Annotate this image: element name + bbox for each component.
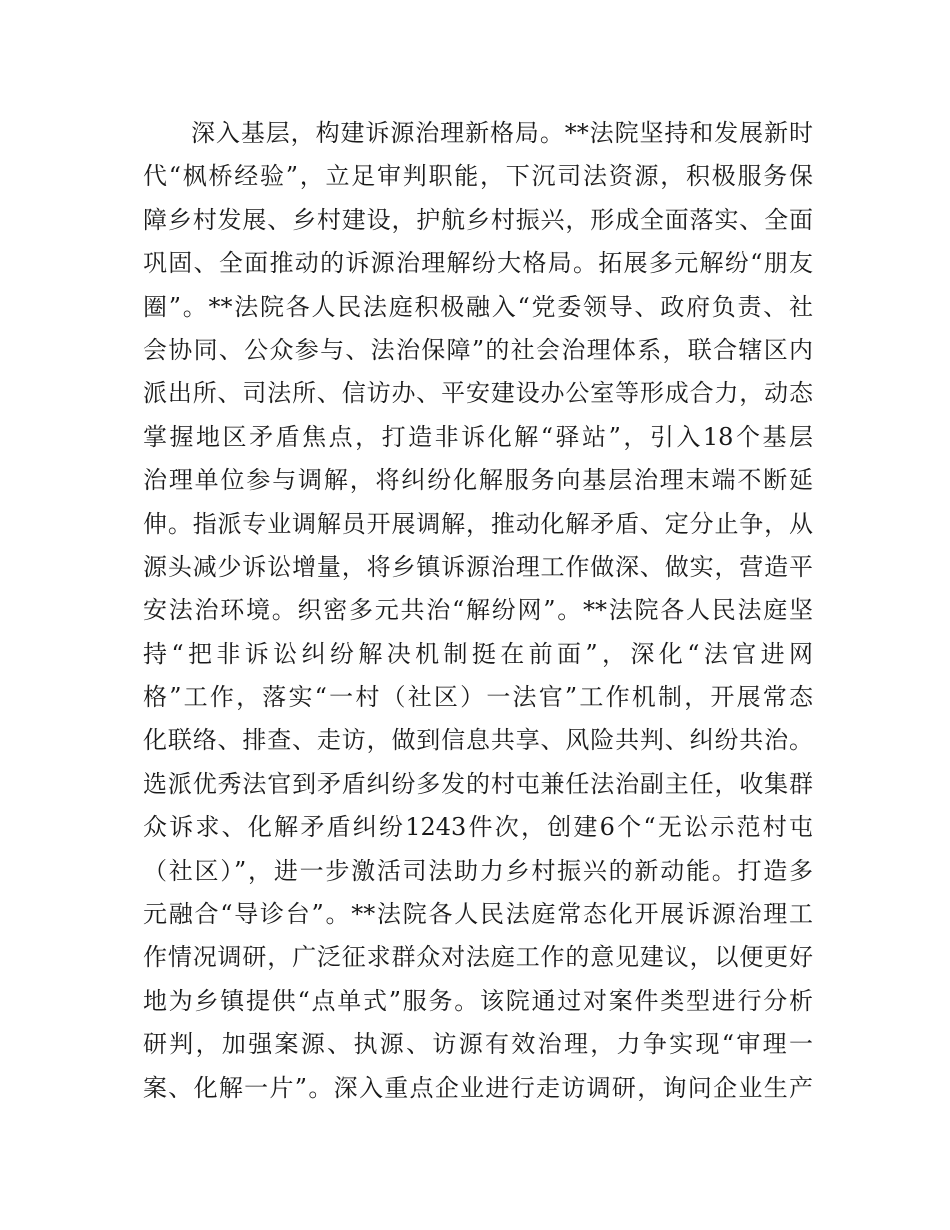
text-line: 持“把非诉讼纠纷解决机制挺在前面”，深化“法官进网 <box>143 639 813 668</box>
body-paragraph <box>143 112 813 1110</box>
text-line: 圈”。**法院各人民法庭积极融入“党委领导、政府负责、社 <box>143 292 813 321</box>
text-line: （社区）”，进一步激活司法助力乡村振兴的新动能。打造多 <box>143 856 813 885</box>
text-line: 巩固、全面推动的诉源治理解纷大格局。拓展多元解纷“朋友 <box>143 249 813 278</box>
text-line: 元融合“导诊台”。**法院各人民法庭常态化开展诉源治理工 <box>143 900 813 929</box>
text-line: 众诉求、化解矛盾纠纷1243件次，创建6个“无讼示范村屯 <box>143 813 813 842</box>
text-line: 研判，加强案源、执源、访源有效治理，力争实现“审理一 <box>143 1030 813 1059</box>
text-line: 安法治环境。织密多元共治“解纷网”。**法院各人民法庭坚 <box>143 596 813 625</box>
text-line: 伸。指派专业调解员开展调解，推动化解矛盾、定分止争，从 <box>143 509 813 538</box>
text-line: 代“枫桥经验”，立足审判职能，下沉司法资源，积极服务保 <box>143 162 813 191</box>
text-line: 格”工作，落实“一村（社区）一法官”工作机制，开展常态 <box>143 683 813 712</box>
text-line: 源头减少诉讼增量，将乡镇诉源治理工作做深、做实，营造平 <box>143 552 813 581</box>
text-line: 会协同、公众参与、法治保障”的社会治理体系，联合辖区内 <box>143 335 813 364</box>
text-line: 案、化解一片”。深入重点企业进行走访调研，询问企业生产 <box>143 1073 813 1102</box>
text-line: 选派优秀法官到矛盾纠纷多发的村屯兼任法治副主任，收集群 <box>143 769 813 798</box>
text-line: 派出所、司法所、信访办、平安建设办公室等形成合力，动态 <box>143 379 813 408</box>
text-line: 治理单位参与调解，将纠纷化解服务向基层治理末端不断延 <box>143 466 813 495</box>
text-line: 障乡村发展、乡村建设，护航乡村振兴，形成全面落实、全面 <box>143 205 813 234</box>
text-line: 掌握地区矛盾焦点，打造非诉化解“驿站”，引入18个基层 <box>143 422 813 451</box>
text-line: 深入基层，构建诉源治理新格局。**法院坚持和发展新时 <box>191 119 813 147</box>
text-line: 作情况调研，广泛征求群众对法庭工作的意见建议，以便更好 <box>143 943 813 972</box>
text-line: 地为乡镇提供“点单式”服务。该院通过对案件类型进行分析 <box>143 986 813 1015</box>
text-line: 化联络、排查、走访，做到信息共享、风险共判、纠纷共治。 <box>143 726 813 755</box>
